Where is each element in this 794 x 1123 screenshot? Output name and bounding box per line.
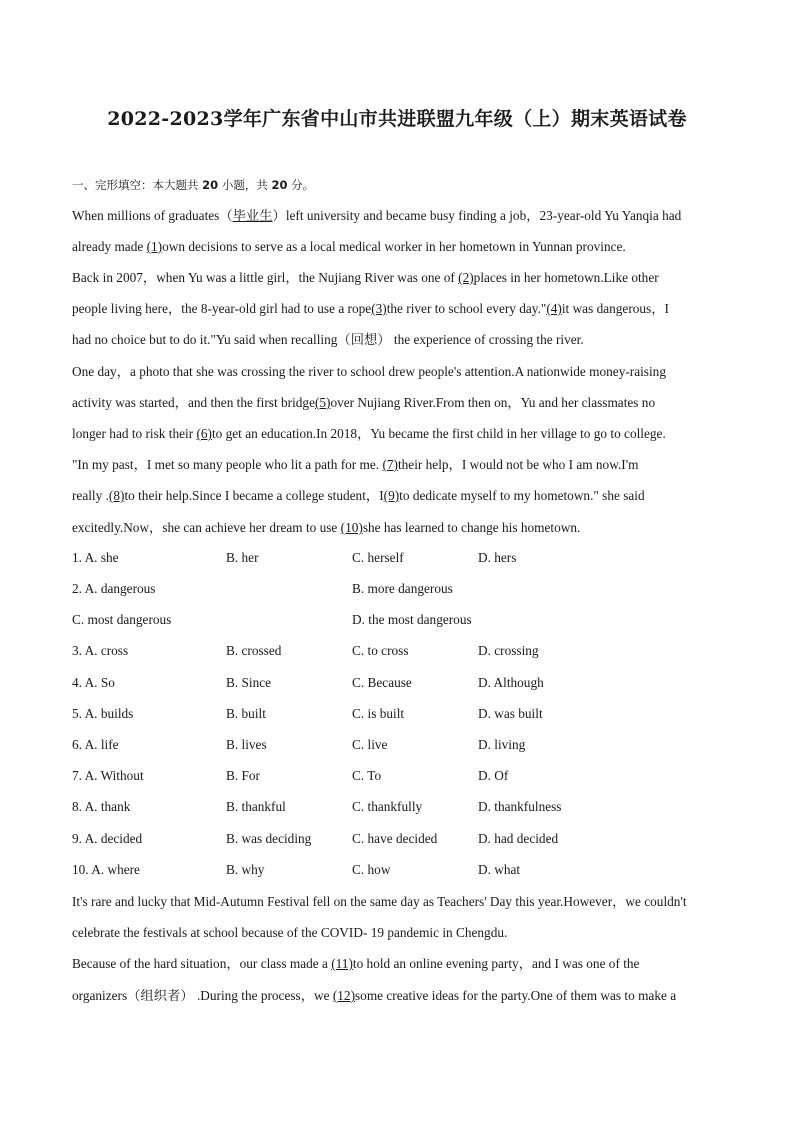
passage-line: really .(8)to their help.Since I became a college student，I(9)to dedicate myself to my hometown." she said — [72, 488, 645, 503]
blank-5: (5) — [314, 395, 331, 410]
blank-6: (6) — [196, 426, 212, 441]
passage-line: celebrate the festivals at school because of the COVID- 19 pandemic in Chengdu. — [72, 925, 508, 940]
blank-4: (4) — [546, 301, 562, 316]
blank-7: (7) — [382, 457, 398, 472]
passage-line: excitedly.Now，she can achieve her dream to use (10)she has learned to change his hometown. — [72, 520, 581, 535]
blank-10: (10) — [340, 520, 363, 535]
exam-page: 2022-2023学年广东省中山市共进联盟九年级（上）期末英语试卷 一、完形填空：本大题共 20 小题，共 20 分。 When millions of graduates（毕业生）left university and became busy finding a job，23-year-old Yu Yanqia had already made (1)own decisions to serve as a local medical worker in her hometown in Yunnan province. Back in 2007，when Yu was a little girl，the Nujiang River was one of (2)places in her hometown.Like other people living here，the 8-year-old girl had to use a rope(3)the river to school every day."(4)it was dangerous，I had no choice but to do it."Yu said when recalling（回想） the experience of crossing the river. One day，a photo that she was crossing the river to school drew people's attention.A nationwide money-raising activity was started，and then the first bridge(5)over Nujiang River.From then on，Yu and her classmates no longer had to risk their (6)to get an education.In 2018，Yu became the first child in her village to go to college. "In my past，I met so many people who lit a path for me. (7)their help，I would not be who I am now.I'm really .(8)to their help.Since I became a college student，I(9)to dedicate myself to my hometown." she said excitedly.Now，she can achieve her dream to use (10)she has learned to change his hometown. 1. A. she B. her C. herself D. hers 2. A. dangerous B. more dangerous C. most dangerous D. the most dangerous 3. A. cross B. crossed C. to cross D. crossing 4. A. So B. Since C. Because D. Although 5. A. builds B. built C. is built D. was built 6. A. life B. lives C. live D. living 7. A. Without B. For C. To D. Of 8. A. thank B. thankful C. thankfully D. thankfulness 9. A. decided B. was deciding C. have decided D. had decided 10. A. where B. why C. how D. what It's rare and lucky that Mid-Autumn Festival fell on the same day as Teachers' Day this year.However，we couldn't celebrate the festivals at school because of the COVID- 19 pandemic in Chengdu. Because of the hard situation，our class made a (11)to hold an online evening party，and I was one of the organizers（组织者） .During the process，we (12)some creative ideas for the party.One of them was to make a — [0, 0, 794, 1123]
blank-11: (11) — [331, 956, 353, 971]
passage-line: had no choice but to do it."Yu said when recalling（回想） the experience of crossing the river. — [72, 332, 584, 347]
passage-line: When millions of graduates（毕业生）left university and became busy finding a job，23-year-old Yu Yanqia had — [72, 208, 682, 223]
passage-line: people living here，the 8-year-old girl had to use a rope(3)the river to school every day."(4)it was dangerous，I — [72, 301, 669, 316]
blank-9: (9) — [383, 488, 400, 503]
passage-line: One day，a photo that she was crossing the river to school drew people's attention.A nationwide money-raising — [72, 364, 666, 379]
passage-line: "In my past，I met so many people who lit a path for me. (7)their help，I would not be who I am now.I'm — [72, 457, 639, 472]
passage-line: already made (1)own decisions to serve as a local medical worker in her hometown in Yunnan province. — [72, 239, 626, 254]
passage-line: It's rare and lucky that Mid-Autumn Festival fell on the same day as Teachers' Day this year.However，we couldn't — [72, 894, 687, 909]
passage-line: Because of the hard situation，our class made a (11)to hold an online evening party，and I was one of the — [72, 956, 640, 971]
section-heading: 一、完形填空：本大题共 20 小题，共 20 分。 — [72, 178, 315, 192]
page-title: 2022-2023学年广东省中山市共进联盟九年级（上）期末英语试卷 — [107, 108, 687, 130]
blank-12: (12) — [332, 988, 355, 1003]
blank-2: (2) — [458, 270, 474, 285]
blank-8: (8) — [108, 488, 125, 503]
passage-line: Back in 2007，when Yu was a little girl，the Nujiang River was one of (2)places in her hometown.Like other — [72, 270, 659, 285]
passage-line: activity was started，and then the first bridge(5)over Nujiang River.From then on，Yu and her classmates no — [72, 395, 656, 410]
passage-line: longer had to risk their (6)to get an education.In 2018，Yu became the first child in her village to go to college. — [72, 426, 666, 441]
passage-line: organizers（组织者） .During the process，we (12)some creative ideas for the party.One of them was to make a — [72, 988, 677, 1003]
blank-1: (1) — [146, 239, 163, 254]
blank-3: (3) — [371, 301, 387, 316]
